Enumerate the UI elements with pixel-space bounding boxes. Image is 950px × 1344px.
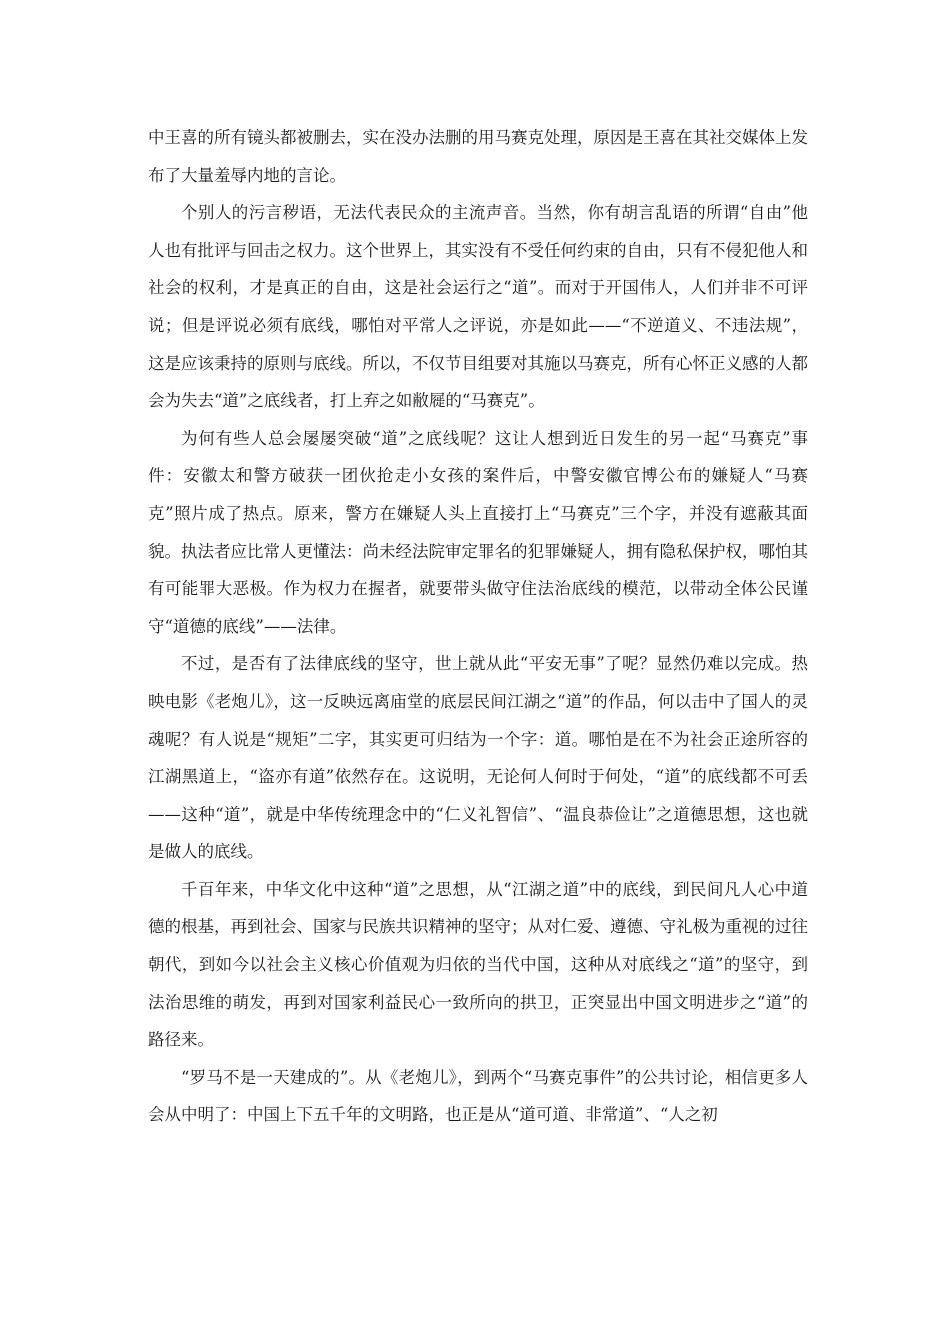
paragraph-police-mosaic-event: 为何有些人总会屡屡突破“道”之底线呢？这让人想到近日发生的另一起“马赛克”事件：安徽太和警方破获一团伙抢走小女孩的案件后，中警安徽官博公布的嫌疑人“马赛克”照片成了热点。原来，警方在嫌疑人头上直接打上“马赛克”三个字，并没有遮蔽其面貌。执法者应比常人更懂法：尚未经法院审定罪名的犯罪嫌疑人，拥有隐私保护权，哪怕其有可能罪大恶极。作为权力在握者，就要带头做守住法治底线的模范，以带动全体公民谨守“道德的底线”——法律。 <box>148 428 808 636</box>
paragraph-old-cannon-film: 不过，是否有了法律底线的坚守，世上就从此“平安无事”了呢？显然仍难以完成。热映电影《老炮儿》，这一反映远离庙堂的底层民间江湖之“道”的作品，何以击中了国人的灵魂呢？有人说是“规矩”二字，其实更可归结为一个字：道。哪怕是在不为社会正途所容的江湖黑道上，“盗亦有道”依然存在。这说明，无论何人何时于何处，“道”的底线都不可丢——这种“道”，就是中华传统理念中的“仁义礼智信”、“温良恭俭让”之道德思想，这也就是做人的底线。 <box>148 654 808 862</box>
paragraph-chinese-culture-dao: 千百年来，中华文化中这种“道”之思想，从“江湖之道”中的底线，到民间凡人心中道德的根基，再到社会、国家与民族共识精神的坚守；从对仁爱、遵德、守礼极为重视的过往朝代，到如今以社会主义核心价值观为归依的当代中国，这种从对底线之“道”的坚守，到法治思维的萌发，再到对国家利益民心一致所向的拱卫，正突显出中国文明进步之“道”的路径来。 <box>148 879 808 1050</box>
paragraph-continuation: 中王喜的所有镜头都被删去，实在没办法删的用马赛克处理，原因是王喜在其社交媒体上发布了大量羞辱内地的言论。 <box>148 128 808 185</box>
article-body <box>148 119 808 1134</box>
paragraph-free-speech-limits: 个别人的污言秽语，无法代表民众的主流声音。当然，你有胡言乱语的所谓“自由”他人也有批评与回击之权力。这个世界上，其实没有不受任何约束的自由，只有不侵犯他人和社会的权利，才是真正的自由，这是社会运行之“道”。而对于开国伟人，人们并非不可评说；但是评说必须有底线，哪怕对平常人之评说，亦是如此——“不逆道义、不违法规”，这是应该秉持的原则与底线。所以，不仅节目组要对其施以马赛克，所有心怀正义感的人都会为失去“道”之底线者，打上弃之如敝屣的“马赛克”。 <box>148 203 808 411</box>
paragraph-rome-conclusion: “罗马不是一天建成的”。从《老炮儿》，到两个“马赛克事件”的公共讨论，相信更多人会从中明了：中国上下五千年的文明路，也正是从“道可道、非常道”、“人之初 <box>148 1067 808 1125</box>
